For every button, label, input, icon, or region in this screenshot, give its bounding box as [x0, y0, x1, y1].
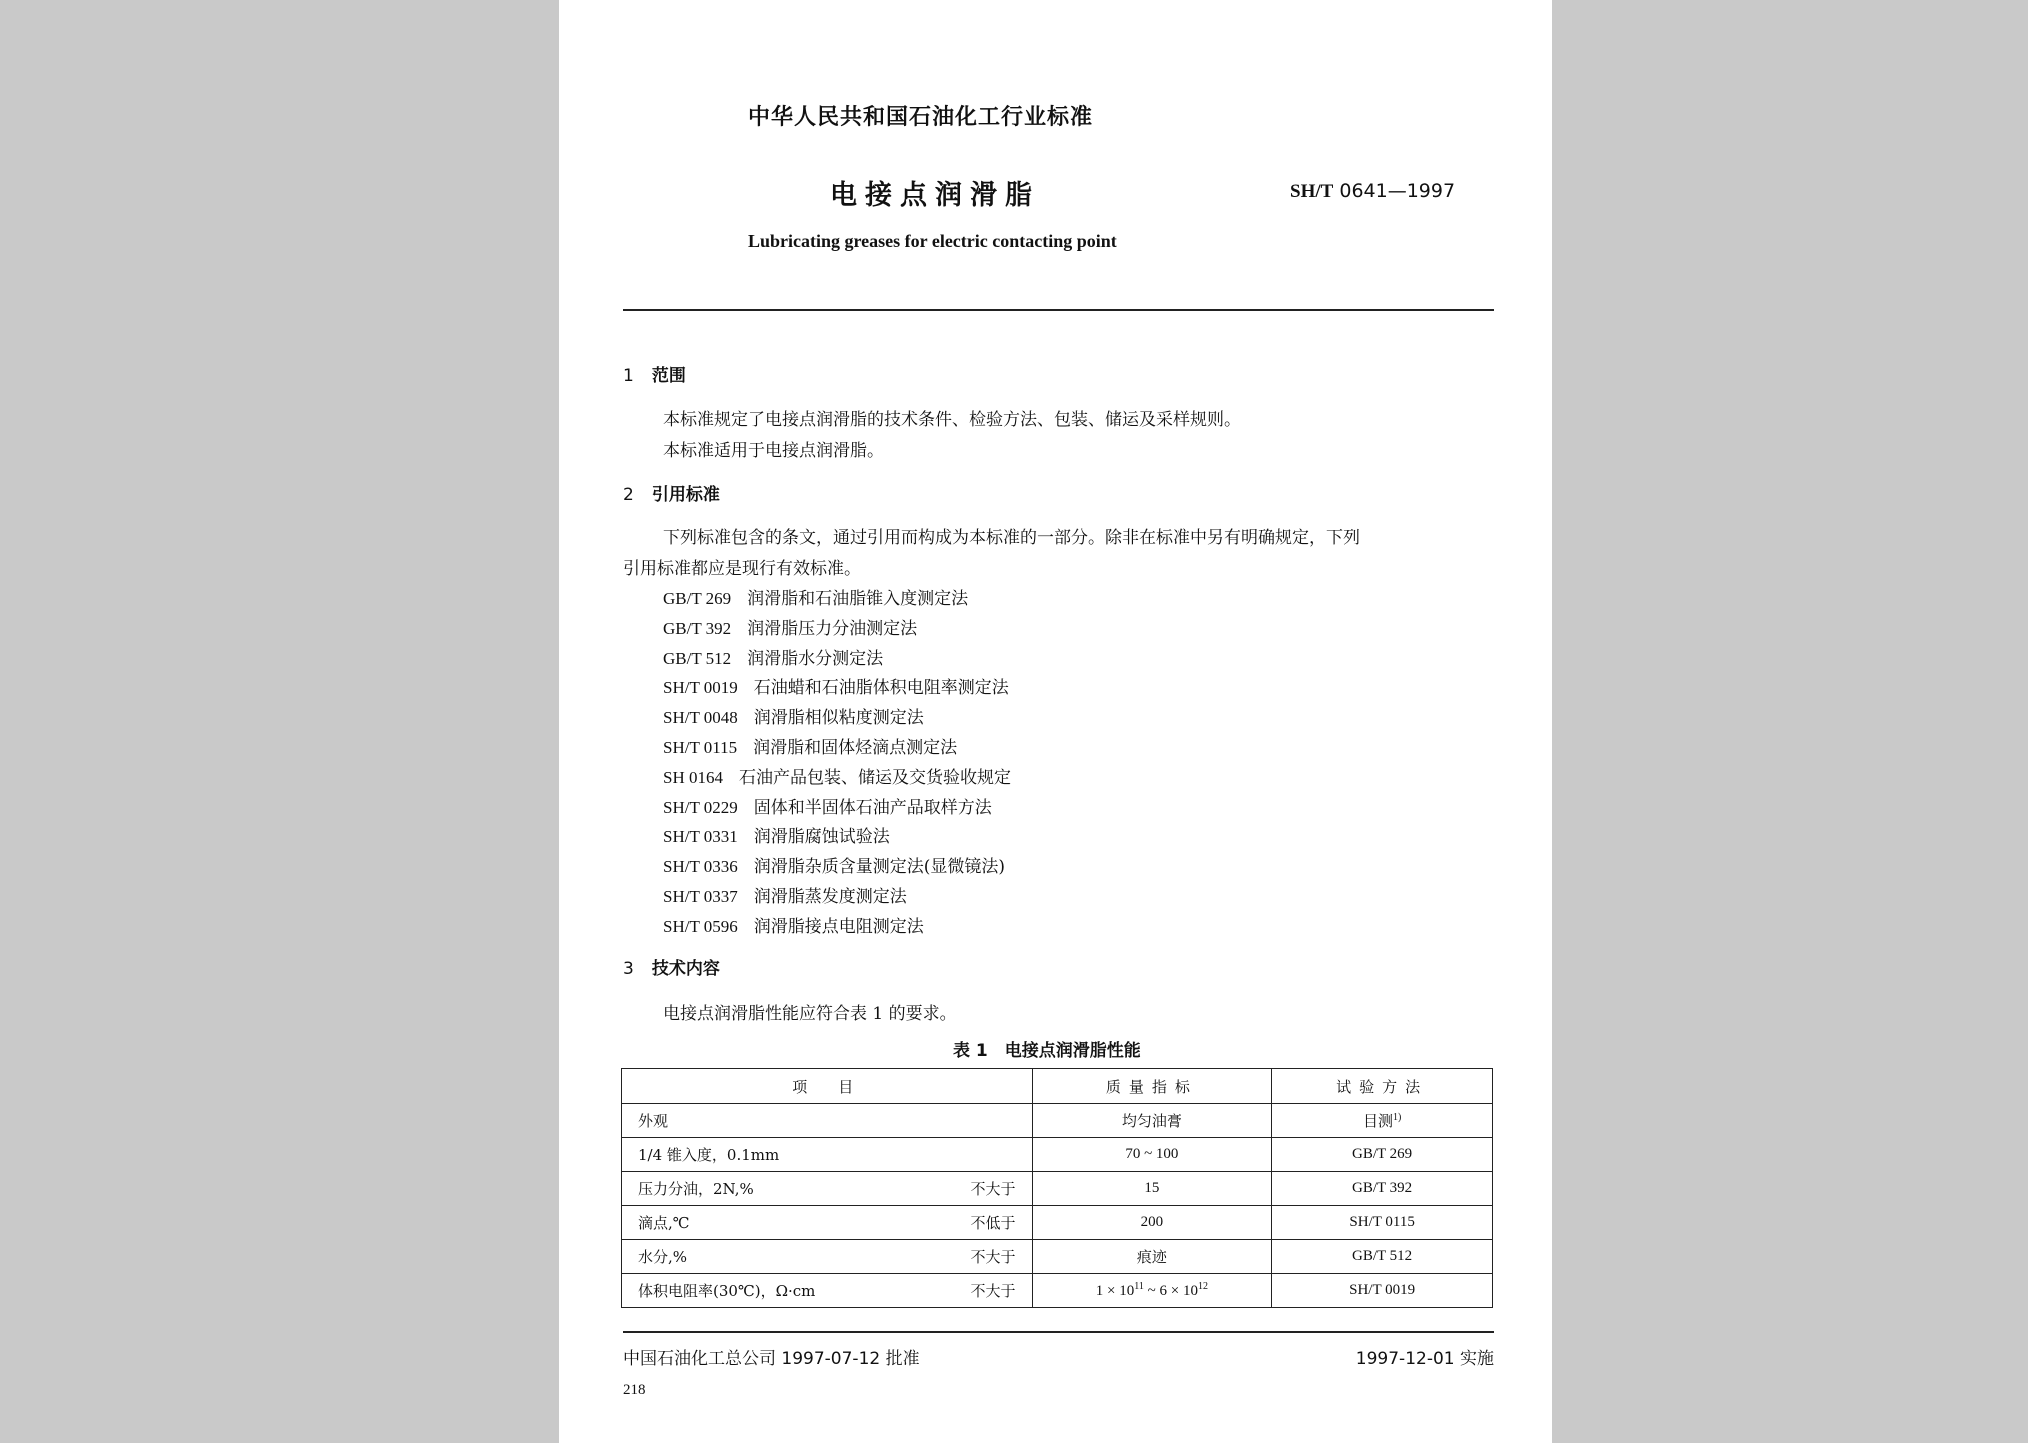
reference-code: GB/T 512: [663, 648, 732, 668]
table-row: [622, 1104, 1493, 1138]
implementation-date: 1997-12-01 实施: [1355, 1349, 1494, 1369]
table-row: [622, 1138, 1493, 1172]
reference-code: SH/T 0048: [663, 708, 738, 728]
item-cell: 压力分油，2N,% 不大于: [622, 1172, 1033, 1206]
reference-name: 润滑脂接点电阻测定法: [753, 916, 924, 937]
reference-item: [663, 584, 968, 609]
item-cell: 外观: [622, 1104, 1033, 1138]
reference-name: 固体和半固体石油产品取样方法: [753, 797, 992, 818]
reference-item: [663, 793, 992, 818]
reference-name: 润滑脂杂质含量测定法(显微镜法): [753, 857, 1006, 878]
reference-item: [663, 703, 924, 728]
reference-name: 润滑脂腐蚀试验法: [753, 827, 890, 848]
paragraph: 电接点润滑脂性能应符合表 1 的要求。: [663, 1004, 957, 1024]
reference-name: 石油蜡和石油脂体积电阻率测定法: [753, 678, 1009, 699]
method-cell: SH/T 0115: [1272, 1206, 1493, 1240]
reference-item: [663, 912, 924, 937]
paragraph: 本标准适用于电接点润滑脂。: [663, 441, 884, 461]
reference-name: 润滑脂和石油脂锥入度测定法: [747, 589, 969, 609]
item-cell: 1/4 锥入度，0.1mm: [622, 1138, 1033, 1172]
approval-info: 中国石油化工总公司 1997-07-12 批准: [623, 1349, 920, 1369]
table-row: [622, 1240, 1493, 1274]
page-number: 218: [623, 1382, 646, 1398]
method-cell: 目测$^{1)}$: [1272, 1104, 1493, 1138]
reference-name: 润滑脂水分测定法: [747, 648, 884, 669]
header-method: 试验方法: [1272, 1069, 1493, 1104]
reference-code: GB/T 269: [663, 589, 732, 608]
reference-name: 润滑脂压力分油测定法: [747, 618, 918, 639]
reference-name: 润滑脂相似粘度测定法: [753, 708, 924, 729]
reference-item: [663, 614, 917, 639]
reference-code: SH/T 0337: [663, 887, 738, 906]
value-cell: 15: [1032, 1172, 1272, 1206]
item-cell: 体积电阻率(30℃)，Ω·cm 不大于: [622, 1274, 1033, 1308]
reference-name: 润滑脂蒸发度测定法: [753, 887, 907, 907]
limit-qualifier: 不低于: [970, 1214, 1016, 1232]
value-cell: $1 \times 10^{11}$ ~ $6 \times 10^{12}$: [1032, 1274, 1272, 1308]
code-prefix: SH/T: [1290, 181, 1334, 202]
paragraph: 下列标准包含的条文，通过引用而构成为本标准的一部分。除非在标准中另有明确规定，下列: [663, 528, 1360, 548]
method-cell: GB/T 392: [1272, 1172, 1493, 1206]
method-cell: GB/T 512: [1272, 1240, 1493, 1274]
performance-table: [621, 1068, 1493, 1308]
reference-code: SH/T 0596: [663, 916, 738, 936]
reference-code: SH/T 0331: [663, 827, 738, 847]
reference-item: [663, 822, 890, 847]
reference-item: [663, 673, 1009, 698]
header-value: 质量指标: [1032, 1069, 1272, 1104]
section-heading-3: 3 技术内容: [623, 959, 720, 979]
paragraph: 本标准规定了电接点润滑脂的技术条件、检验方法、包装、储运及采样规则。: [663, 410, 1241, 430]
footer-rule: [623, 1331, 1494, 1333]
document-title: 电接点润滑脂: [830, 180, 1040, 211]
section-heading-2: 2 引用标准: [623, 485, 720, 505]
document-page: [559, 0, 1552, 1443]
code-number: 0641—1997: [1339, 180, 1456, 202]
reference-name: 石油产品包装、储运及交货验收规定: [738, 767, 1011, 788]
title-rule: [623, 309, 1494, 311]
value-cell: 均匀油膏: [1032, 1104, 1272, 1138]
table-row: [622, 1206, 1493, 1240]
reference-item: [663, 852, 1005, 877]
reference-item: [663, 733, 957, 758]
standard-header: 中华人民共和国石油化工行业标准: [748, 105, 1094, 130]
table-row: [622, 1274, 1493, 1308]
reference-code: SH/T 0336: [663, 857, 738, 877]
table-caption: 表 1 电接点润滑脂性能: [953, 1041, 1141, 1061]
section-heading-1: 1 范围: [623, 366, 686, 386]
paragraph: 引用标准都应是现行有效标准。: [623, 559, 861, 579]
reference-code: SH/T 0019: [663, 678, 738, 698]
table-header-row: [622, 1069, 1493, 1104]
method-cell: SH/T 0019: [1272, 1274, 1493, 1308]
limit-qualifier: 不大于: [970, 1180, 1016, 1198]
value-cell: 200: [1032, 1206, 1272, 1240]
reference-code: GB/T 392: [663, 618, 732, 638]
limit-qualifier: 不大于: [970, 1248, 1016, 1266]
limit-qualifier: 不大于: [970, 1282, 1016, 1300]
reference-name: 润滑脂和固体烃滴点测定法: [753, 738, 958, 758]
method-cell: GB/T 269: [1272, 1138, 1493, 1172]
english-title: Lubricating greases for electric contacting point: [748, 231, 1117, 251]
standard-code: [1290, 180, 1455, 203]
reference-code: SH 0164: [663, 767, 723, 787]
value-cell: 70 ~ 100: [1032, 1138, 1272, 1172]
header-item: 项 目: [622, 1069, 1033, 1104]
value-cell: 痕迹: [1032, 1240, 1272, 1274]
table-row: [622, 1172, 1493, 1206]
reference-code: SH/T 0115: [663, 738, 738, 757]
reference-item: [663, 882, 907, 907]
item-cell: 水分,% 不大于: [622, 1240, 1033, 1274]
reference-code: SH/T 0229: [663, 797, 738, 817]
item-cell: 滴点,℃ 不低于: [622, 1206, 1033, 1240]
reference-item: [663, 763, 1011, 788]
reference-item: [663, 644, 883, 669]
